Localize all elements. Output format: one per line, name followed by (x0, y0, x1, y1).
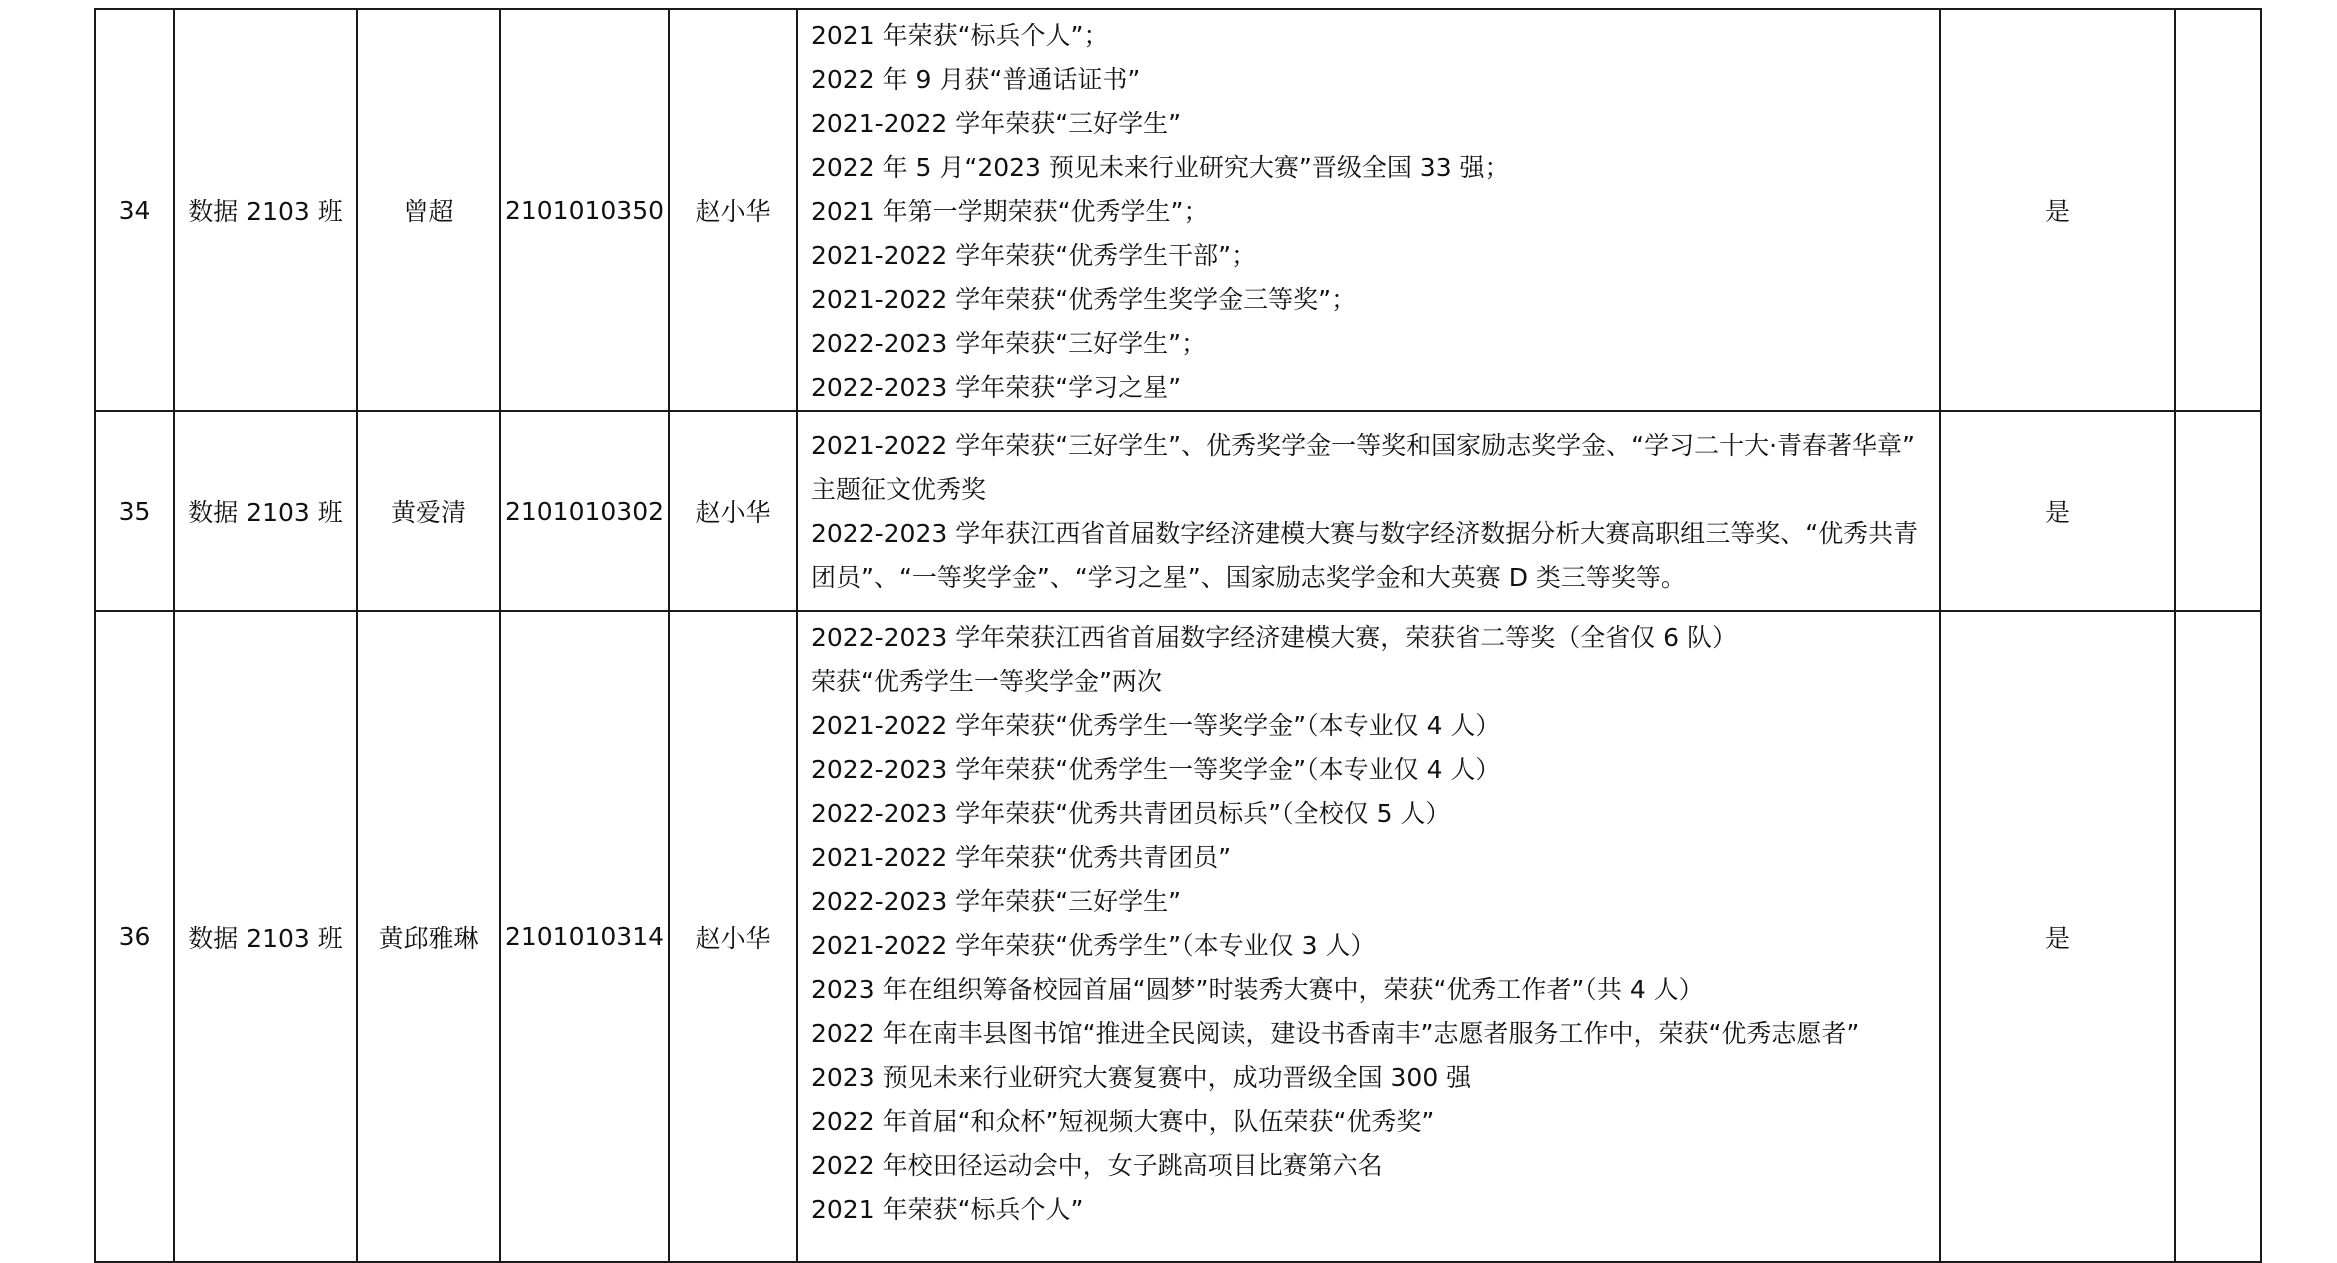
achievement-line: 荣获“优秀学生一等奖学金”两次 (811, 667, 1162, 696)
qualified-flag: 是 (1940, 611, 2175, 1262)
achievement-line: 2021-2022 学年荣获“优秀学生”（本专业仅 3 人） (811, 931, 1376, 960)
achievement-line: 2021 年荣获“标兵个人” (811, 1195, 1084, 1224)
achievement-line: 2022-2023 学年荣获“优秀共青团员标兵”（全校仅 5 人） (811, 799, 1451, 828)
achievement-line: 2022 年 5 月“2023 预见未来行业研究大赛”晋级全国 33 强； (811, 153, 1510, 182)
qualified-flag: 是 (1940, 9, 2175, 411)
row-number: 35 (95, 411, 174, 611)
achievement-line: 2022-2023 学年荣获江西省首届数字经济建模大赛，荣获省二等奖（全省仅 6 队） (811, 623, 1738, 652)
achievement-line: 2021 年荣获“标兵个人”； (811, 21, 1109, 50)
teacher-name: 赵小华 (669, 9, 797, 411)
class-name: 数据 2103 班 (174, 411, 357, 611)
student-id: 2101010314 (500, 611, 669, 1262)
student-name: 黄爱清 (357, 411, 500, 611)
student-id: 2101010350 (500, 9, 669, 411)
achievement-line: 2021-2022 学年荣获“优秀共青团员” (811, 843, 1232, 872)
qualified-flag: 是 (1940, 411, 2175, 611)
achievement-line: 2021 年第一学期荣获“优秀学生”； (811, 197, 1209, 226)
achievement-line: 2021-2022 学年荣获“三好学生”、优秀奖学金一等奖和国家励志奖学金、“学习二十大·青春著华章” 主题征文优秀奖 (811, 431, 1915, 504)
achievement-line: 2022 年 9 月获“普通话证书” (811, 65, 1141, 94)
achievements-cell (797, 411, 1940, 611)
achievement-line: 2021-2022 学年荣获“优秀学生奖学金三等奖”； (811, 285, 1357, 314)
achievement-line: 2022-2023 学年荣获“三好学生”； (811, 329, 1207, 358)
achievement-line: 2022 年首届“和众杯”短视频大赛中，队伍荣获“优秀奖” (811, 1107, 1435, 1136)
remark-cell (2175, 411, 2261, 611)
achievement-line: 2021-2022 学年荣获“三好学生” (811, 109, 1182, 138)
achievement-line: 2021-2022 学年荣获“优秀学生一等奖学金”（本专业仅 4 人） (811, 711, 1501, 740)
table-row (95, 611, 2261, 1262)
achievement-line: 2022 年校田径运动会中，女子跳高项目比赛第六名 (811, 1151, 1383, 1180)
teacher-name: 赵小华 (669, 611, 797, 1262)
achievement-line: 2023 预见未来行业研究大赛复赛中，成功晋级全国 300 强 (811, 1063, 1472, 1092)
student-id: 2101010302 (500, 411, 669, 611)
achievement-line: 2022-2023 学年获江西省首届数字经济建模大赛与数字经济数据分析大赛高职组三等奖、“优秀共青团员”、“一等奖学金”、“学习之星”、国家励志奖学金和大英赛 D 类三等奖等。 (811, 519, 1919, 592)
achievement-line: 2022-2023 学年荣获“优秀学生一等奖学金”（本专业仅 4 人） (811, 755, 1501, 784)
achievement-line: 2022-2023 学年荣获“三好学生” (811, 887, 1182, 916)
row-number: 36 (95, 611, 174, 1262)
achievements-cell (797, 9, 1940, 411)
student-award-table (94, 8, 2262, 1263)
achievement-line: 2022-2023 学年荣获“学习之星” (811, 373, 1182, 402)
achievement-line: 2021-2022 学年荣获“优秀学生干部”； (811, 241, 1257, 270)
student-name: 曾超 (357, 9, 500, 411)
remark-cell (2175, 9, 2261, 411)
table-row (95, 411, 2261, 611)
table-row (95, 9, 2261, 411)
class-name: 数据 2103 班 (174, 9, 357, 411)
achievement-line: 2022 年在南丰县图书馆“推进全民阅读，建设书香南丰”志愿者服务工作中，荣获“优秀志愿者” (811, 1019, 1860, 1048)
class-name: 数据 2103 班 (174, 611, 357, 1262)
student-name: 黄邱雅琳 (357, 611, 500, 1262)
teacher-name: 赵小华 (669, 411, 797, 611)
row-number: 34 (95, 9, 174, 411)
achievement-line: 2023 年在组织筹备校园首届“圆梦”时装秀大赛中，荣获“优秀工作者”（共 4 人） (811, 975, 1704, 1004)
achievements-cell (797, 611, 1940, 1262)
remark-cell (2175, 611, 2261, 1262)
